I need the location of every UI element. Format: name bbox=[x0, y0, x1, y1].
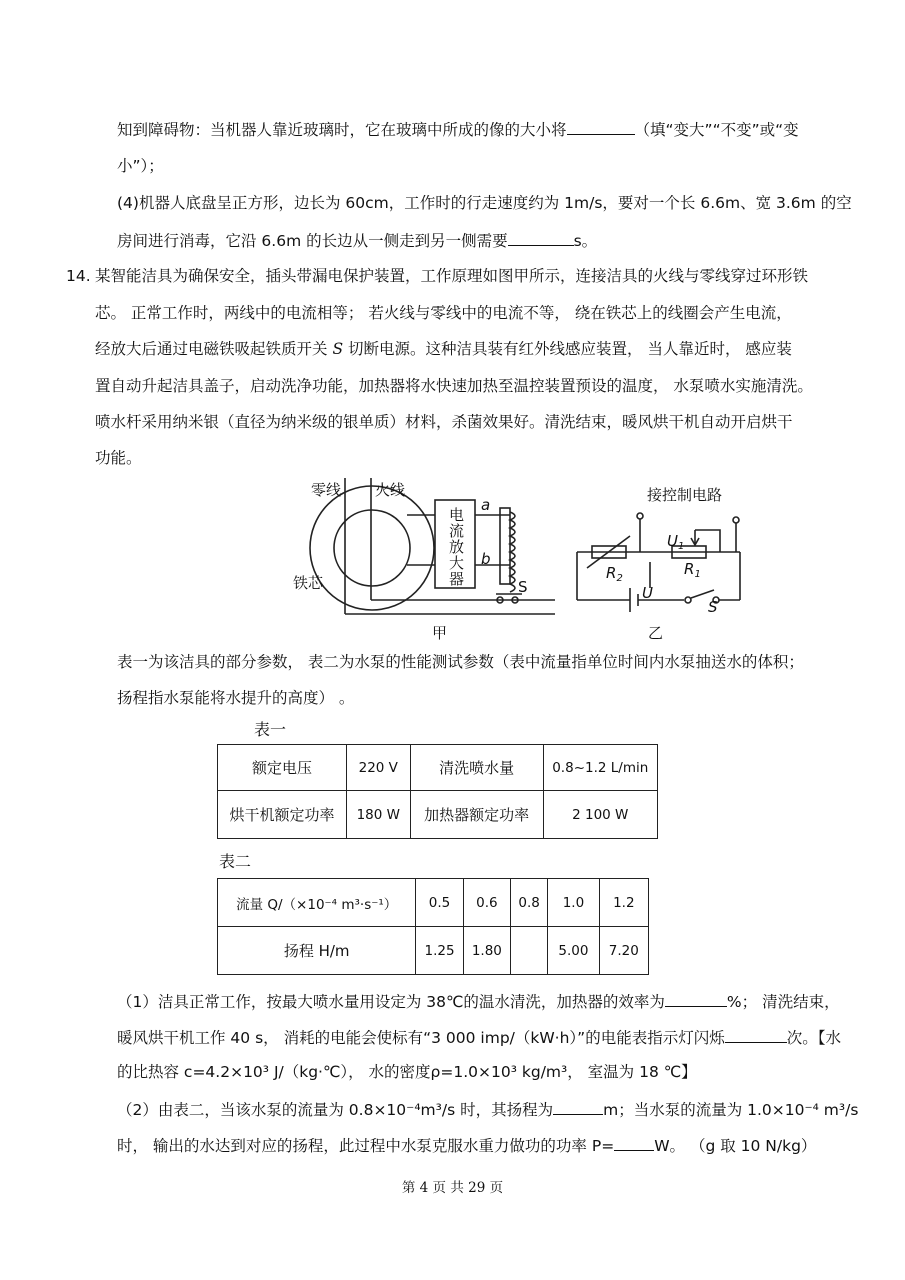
q13-text: （填“变大”“不变”或“变 bbox=[634, 121, 799, 139]
core-outer-ring bbox=[310, 486, 434, 610]
answer-blank[interactable] bbox=[665, 990, 727, 1007]
table-cell: 流量 Q/（×10⁻⁴ m³·s⁻¹） bbox=[218, 879, 416, 927]
q14-number: 14. bbox=[66, 267, 91, 285]
sub1-text: 暖风烘干机工作 40 s， 消耗的电能会使标有“3 000 imp/（kW·h）”的电能表指示灯闪烁 bbox=[117, 1029, 725, 1047]
amplifier-char: 流 bbox=[449, 522, 465, 540]
q13-line-1 bbox=[117, 118, 799, 140]
table-cell: 烘干机额定功率 bbox=[218, 791, 347, 839]
amplifier-char: 器 bbox=[449, 570, 465, 588]
q14-text: 切断电源。这种洁具装有红外线感应装置， 当人靠近时， 感应装 bbox=[348, 340, 792, 358]
q14-text: 经放大后通过电磁铁吸起铁质开关 bbox=[95, 340, 328, 358]
caption-yi: 乙 bbox=[648, 624, 664, 642]
q14-paragraph-3 bbox=[95, 339, 792, 359]
q13-line-4 bbox=[117, 229, 597, 251]
q14-paragraph-2: 芯。 正常工作时，两线中的电流相等； 若火线与零线中的电流不等， 绕在铁芯上的线圈会产生电流， bbox=[95, 304, 792, 322]
table2 bbox=[217, 878, 649, 975]
table-cell: 0.6 bbox=[463, 879, 510, 927]
table-row bbox=[218, 879, 649, 927]
table-cell: 1.25 bbox=[416, 927, 463, 975]
sub2-line-2 bbox=[117, 1134, 816, 1156]
table-row bbox=[218, 745, 658, 791]
label-s2: S bbox=[708, 598, 718, 616]
q13-line-2: 小”）； bbox=[117, 157, 164, 175]
label-r2: $R_2$ bbox=[606, 564, 623, 584]
sub1-text: %； 清洗结束， bbox=[726, 993, 840, 1011]
sub1-text: 次。【水 bbox=[786, 1029, 841, 1047]
sub1-text: （1）洁具正常工作，按最大喷水量用设定为 38℃的温水清洗，加热器的效率为 bbox=[117, 993, 665, 1011]
sub2-line-1 bbox=[117, 1098, 858, 1120]
label-control-circuit: 接控制电路 bbox=[647, 486, 723, 504]
sub2-text: m；当水泵的流量为 1.0×10⁻⁴ m³/s bbox=[603, 1101, 859, 1119]
q14-paragraph-1: 某智能洁具为确保安全，插头带漏电保护装置，工作原理如图甲所示，连接洁具的火线与零线穿过环形铁 bbox=[95, 267, 809, 285]
q14-paragraph-6: 功能。 bbox=[95, 449, 142, 467]
table1-title: 表一 bbox=[254, 720, 287, 739]
table-cell: 0.8~1.2 L/min bbox=[543, 745, 657, 791]
table-row bbox=[218, 791, 658, 839]
answer-blank[interactable] bbox=[725, 1026, 787, 1043]
table-cell: 1.0 bbox=[548, 879, 599, 927]
amplifier-char: 电 bbox=[449, 506, 465, 524]
sub2-text: W。 （g 取 10 N/kg） bbox=[654, 1137, 817, 1155]
table1 bbox=[217, 744, 658, 839]
caption-jia: 甲 bbox=[432, 624, 448, 642]
table-cell: 扬程 H/m bbox=[218, 927, 416, 975]
table-cell: 5.00 bbox=[548, 927, 599, 975]
sub2-text: 时， 输出的水达到对应的扬程，此过程中水泵克服水重力做功的功率 P= bbox=[117, 1137, 615, 1155]
label-live: 火线 bbox=[375, 481, 406, 499]
amplifier-char: 大 bbox=[449, 554, 465, 572]
table-cell: 220 V bbox=[346, 745, 410, 791]
table-row bbox=[218, 927, 649, 975]
page-footer: 第 4 页 共 29 页 bbox=[401, 1180, 504, 1196]
iron-core bbox=[500, 508, 510, 584]
amplifier-char: 放 bbox=[449, 538, 465, 556]
table-cell: 额定电压 bbox=[218, 745, 347, 791]
table-cell: 2 100 W bbox=[543, 791, 657, 839]
table-cell: 180 W bbox=[346, 791, 410, 839]
label-neutral: 零线 bbox=[311, 481, 342, 499]
table-cell: 7.20 bbox=[599, 927, 648, 975]
table-cell bbox=[511, 927, 548, 975]
q14-paragraph-4: 置自动升起洁具盖子，启动洗净功能，加热器将水快速加热至温控装置预设的温度， 水泵喷水实施清洗。 bbox=[95, 377, 813, 395]
sub1-line-3: 的比热容 c=4.2×10³ J/（kg·℃）， 水的密度ρ=1.0×10³ kg/m³， 室温为 18 ℃】 bbox=[117, 1063, 697, 1081]
sub2-text: （2）由表二，当该水泵的流量为 0.8×10⁻⁴m³/s 时，其扬程为 bbox=[117, 1101, 554, 1119]
label-switch-s: S bbox=[518, 578, 528, 596]
sub1-line-1 bbox=[117, 990, 840, 1012]
q13-text: 房间进行消毒，它沿 6.6m 的长边从一侧走到另一侧需要 bbox=[117, 232, 508, 250]
tables-intro-2: 扬程指水泵能将水提升的高度） 。 bbox=[117, 689, 355, 707]
circuit-figure bbox=[0, 470, 905, 660]
table-cell: 清洗喷水量 bbox=[410, 745, 543, 791]
label-r1: $R_1$ bbox=[684, 560, 701, 580]
table-cell: 0.5 bbox=[416, 879, 463, 927]
q13-text: 知到障碍物：当机器人靠近玻璃时，它在玻璃中所成的像的大小将 bbox=[117, 121, 567, 139]
q13-text: s。 bbox=[573, 232, 598, 250]
table2-title: 表二 bbox=[219, 852, 252, 871]
table-cell: 加热器额定功率 bbox=[410, 791, 543, 839]
answer-blank[interactable] bbox=[614, 1134, 654, 1151]
answer-blank[interactable] bbox=[553, 1098, 603, 1115]
sub1-line-2 bbox=[117, 1026, 841, 1048]
table-cell: 1.80 bbox=[463, 927, 510, 975]
table-cell: 0.8 bbox=[511, 879, 548, 927]
label-core: 铁芯 bbox=[293, 574, 324, 592]
q14-paragraph-5: 喷水杆采用纳米银（直径为纳米级的银单质）材料，杀菌效果好。清洗结束，暖风烘干机自动开启烘干 bbox=[95, 413, 793, 431]
label-u: U bbox=[642, 584, 653, 602]
q13-line-3: (4)机器人底盘呈正方形，边长为 60cm，工作时的行走速度约为 1m/s，要对一个长 6.6m、宽 3.6m 的空 bbox=[117, 194, 852, 212]
answer-blank[interactable] bbox=[567, 118, 635, 135]
tables-intro-1: 表一为该洁具的部分参数， 表二为水泵的性能测试参数（表中流量指单位时间内水泵抽送水的体积； bbox=[117, 653, 804, 671]
answer-blank[interactable] bbox=[508, 229, 574, 246]
label-b: b bbox=[481, 550, 491, 568]
switch-symbol: S bbox=[332, 340, 344, 358]
label-a: a bbox=[481, 496, 491, 514]
label-u1: $U_1$ bbox=[667, 532, 685, 552]
table-cell: 1.2 bbox=[599, 879, 648, 927]
